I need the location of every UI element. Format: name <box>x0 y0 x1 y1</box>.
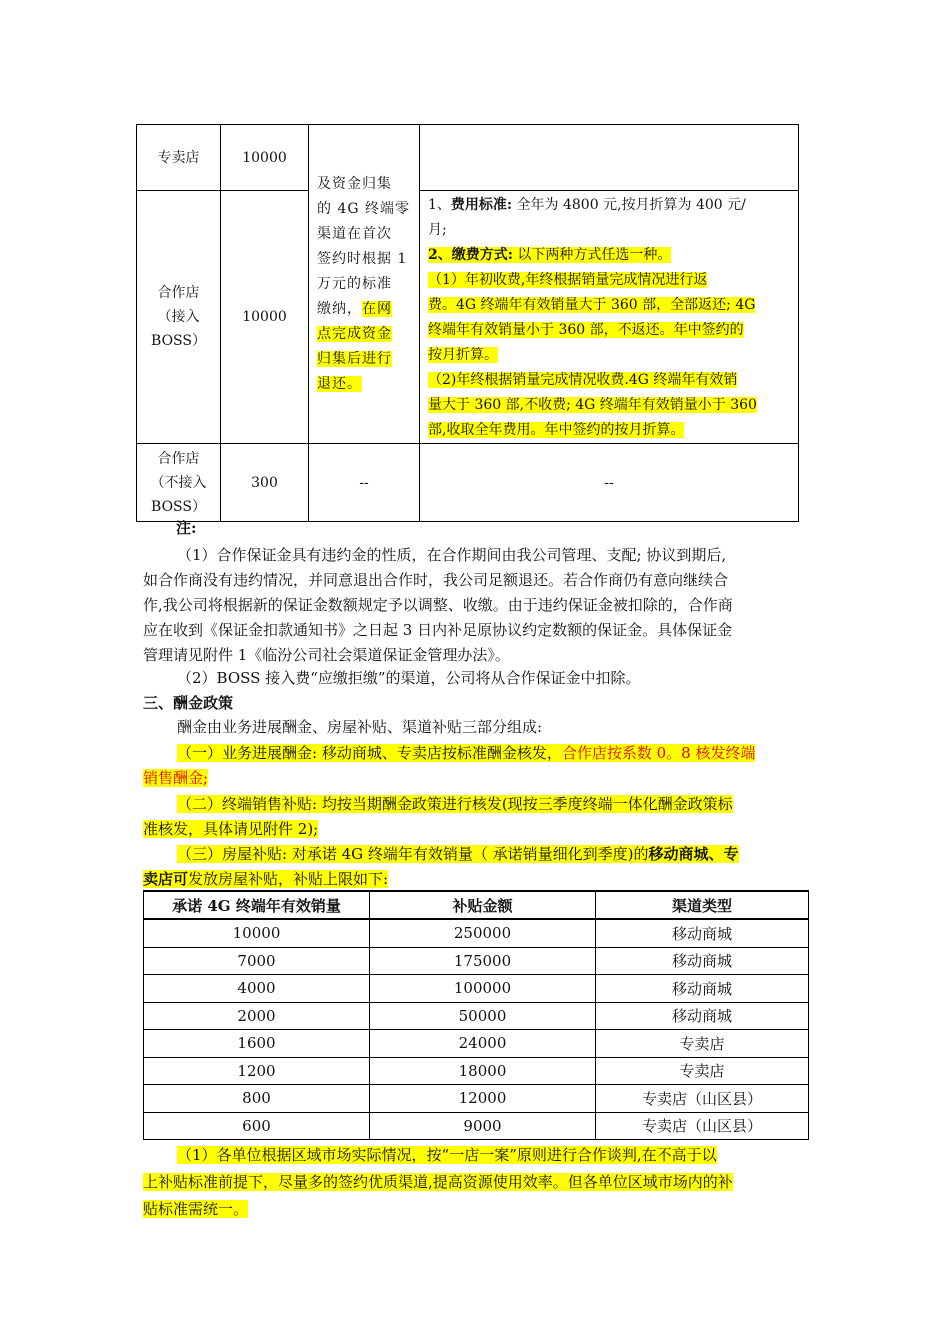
cell: 250000 <box>370 919 596 947</box>
cell: 移动商城 <box>596 975 809 1002</box>
cell: 1600 <box>144 1030 370 1057</box>
item-3-bold-text: 卖店可 <box>143 870 189 888</box>
rule-highlight: 在网 <box>362 300 392 317</box>
table-row <box>144 1112 809 1140</box>
item-1-red-text: 合作店按系数 0。8 核发终端 <box>561 744 756 762</box>
footnote-line: （1）各单位根据区域市场实际情况，按“一店一案”原则进行合作谈判,在不高于以 <box>177 1146 717 1164</box>
section-3-title-text: 三、酬金政策 <box>143 694 234 712</box>
fee-text: 以下两种方式任选一种。 <box>512 247 672 263</box>
deposit-rule-cell <box>309 125 420 444</box>
fee-text: 全年为 4800 元,按月折算为 400 元/ <box>512 197 746 213</box>
rule-text: 缴纳， <box>317 300 362 317</box>
fee-option: 量大于 360 部,不收费; 4G 终端年有效销量小于 360 <box>428 397 757 413</box>
cell: 专卖店 <box>596 1030 809 1057</box>
cell: 100000 <box>370 975 596 1002</box>
cell: 50000 <box>370 1002 596 1029</box>
section-3-intro: 酬金由业务进展酬金、房屋补贴、渠道补贴三部分组成: <box>177 718 543 736</box>
item-2 <box>143 792 808 842</box>
name-line: （接入 <box>157 309 200 325</box>
column-header: 补贴金额 <box>370 891 596 919</box>
footnote-line: 贴标准需统一。 <box>143 1200 249 1218</box>
cell: 7000 <box>144 947 370 974</box>
fee-standard-cell <box>420 191 799 444</box>
rule-line <box>317 297 413 322</box>
name-line: BOSS） <box>151 498 206 515</box>
fee-text: 月; <box>428 222 447 238</box>
cell: 移动商城 <box>596 1002 809 1029</box>
cell: 175000 <box>370 947 596 974</box>
rule-line: 签约时根据 1 <box>317 250 408 267</box>
rule-highlight: 退还。 <box>317 375 362 392</box>
rule-line: 万元的标准 <box>317 275 392 292</box>
row-mid-coop-noboss: -- <box>309 444 420 522</box>
table-row <box>144 975 809 1002</box>
note-2: （2）BOSS 接入费“应缴拒缴”的渠道，公司将从合作保证金中扣除。 <box>177 669 641 687</box>
row-name-specialty-store: 专卖店 <box>137 125 221 191</box>
cell: 1200 <box>144 1057 370 1084</box>
rule-line: 渠道在首次 <box>317 225 392 242</box>
note-label-text: 注: <box>176 519 197 537</box>
column-header: 渠道类型 <box>596 891 809 919</box>
row-amount-coop-boss: 10000 <box>221 191 309 444</box>
note-line: （1）合作保证金具有违约金的性质，在合作期间由我公司管理、支配; 协议到期后, <box>177 546 727 564</box>
item-3-text: （三）房屋补贴: 对承诺 4G 终端年有效销量（ 承诺销量细化到季度)的 <box>177 845 649 863</box>
cell: 移动商城 <box>596 947 809 974</box>
table-row <box>144 947 809 974</box>
fee-option: 部,收取全年费用。年中签约的按月折算。 <box>428 422 685 438</box>
subsidy-footnote <box>143 1142 808 1223</box>
table-row <box>144 1002 809 1029</box>
note-line: 如合作商没有违约情况，并同意退出合作时，我公司足额退还。若合作商仍有意向继续合 <box>143 571 729 589</box>
fee-label: 费用标准: <box>450 197 513 213</box>
table-row <box>144 1057 809 1084</box>
cell: 18000 <box>370 1057 596 1084</box>
item-3 <box>143 842 808 892</box>
cell: 12000 <box>370 1085 596 1112</box>
note-line: 作,我公司将根据新的保证金数额规定予以调整、收缴。由于违约保证金被扣除的，合作商 <box>143 596 733 614</box>
item-3-text: 发放房屋补贴，补贴上限如下: <box>188 870 389 888</box>
note-1 <box>143 543 808 668</box>
name-line: 合作店 <box>157 285 200 301</box>
table-row <box>144 919 809 947</box>
cell: 24000 <box>370 1030 596 1057</box>
item-2-text: （二）终端销售补贴: 均按当期酬金政策进行核发(现按三季度终端一体化酬金政策标 <box>177 795 733 813</box>
cell: 专卖店（山区县） <box>596 1112 809 1140</box>
item-1 <box>143 741 808 791</box>
fee-label: 2、缴费方式: <box>428 247 513 263</box>
item-1-text: （一）业务进展酬金: 移动商城、专卖店按标准酬金核发， <box>177 744 562 762</box>
section-3-title <box>143 692 808 714</box>
note-label <box>176 517 841 539</box>
table-row <box>144 1085 809 1112</box>
cell: 10000 <box>144 919 370 947</box>
cell: 600 <box>144 1112 370 1140</box>
fee-option: （2)年终根据销量完成情况收费.4G 终端年有效销 <box>428 372 738 388</box>
rule-highlight: 归集后进行 <box>317 350 392 367</box>
name-line: BOSS） <box>151 333 206 349</box>
rule-line: 的 4G 终端零 <box>317 200 410 217</box>
cell: 4000 <box>144 975 370 1002</box>
cell: 专卖店 <box>596 1057 809 1084</box>
empty-fee-cell <box>420 125 799 191</box>
item-2-text: 准核发，具体请见附件 2); <box>143 820 319 838</box>
fee-option: 费。4G 终端年有效销量大于 360 部，全部返还; 4G <box>428 297 756 313</box>
name-line: 合作店 <box>157 450 200 467</box>
row-name-coop-boss <box>137 191 221 444</box>
column-header: 承诺 4G 终端年有效销量 <box>144 891 370 919</box>
fee-option: 终端年有效销量小于 360 部，不返还。年中签约的 <box>428 322 744 338</box>
fee-text: 1、 <box>428 197 451 213</box>
item-3-bold-text: 移动商城、专 <box>648 845 739 863</box>
row-name-coop-noboss <box>137 444 221 522</box>
item-1-red-text: 销售酬金; <box>143 769 209 787</box>
cell: 移动商城 <box>596 919 809 947</box>
cell: 2000 <box>144 1002 370 1029</box>
row-amount-specialty-store: 10000 <box>221 125 309 191</box>
footnote-line: 上补贴标准前提下，尽量多的签约优质渠道,提高资源使用效率。但各单位区域市场内的补 <box>143 1173 733 1191</box>
note-line: 应在收到《保证金扣款通知书》之日起 3 日内补足原协议约定数额的保证金。具体保证金 <box>143 621 733 639</box>
cell: 专卖店（山区县） <box>596 1085 809 1112</box>
cell: 9000 <box>370 1112 596 1140</box>
rule-line: 及资金归集 <box>317 175 392 192</box>
housing-subsidy-table <box>143 890 809 1140</box>
fee-option: （1）年初收费,年终根据销量完成情况进行返 <box>428 272 708 288</box>
name-line: （不接入 <box>150 474 207 491</box>
fee-option: 按月折算。 <box>428 347 498 363</box>
note-line: 管理请见附件 1《临汾公司社会渠道保证金管理办法》。 <box>143 646 510 664</box>
row-fee-coop-noboss: -- <box>420 444 799 522</box>
table-row <box>144 1030 809 1057</box>
row-amount-coop-noboss: 300 <box>221 444 309 522</box>
cell: 800 <box>144 1085 370 1112</box>
rule-highlight: 点完成资金 <box>317 325 392 342</box>
deposit-table <box>136 124 799 522</box>
